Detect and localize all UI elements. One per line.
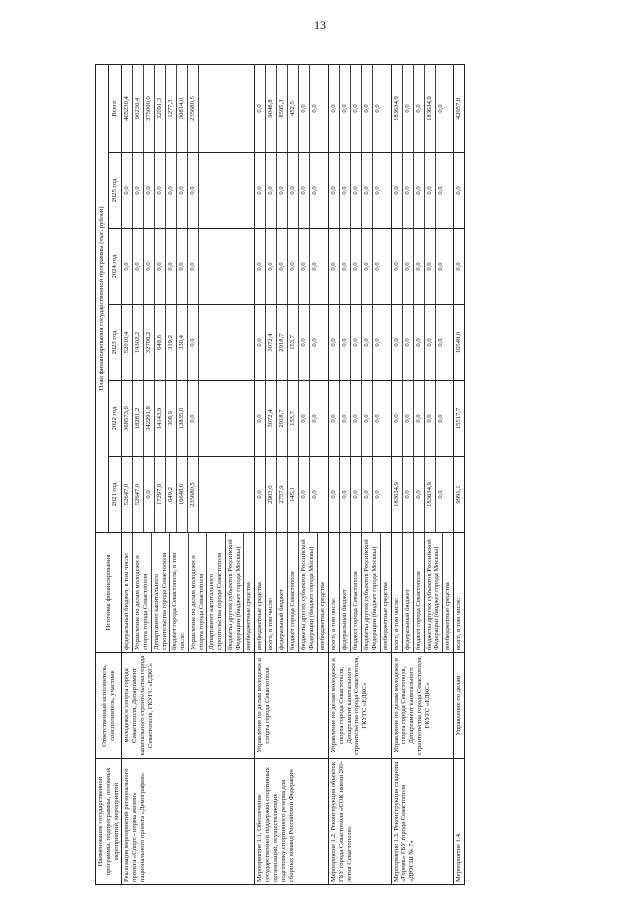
source-line: бюджеты других субъектов Российской Федерации (бюджет города Москвы) xyxy=(226,533,245,652)
value-cell: 0,0 xyxy=(188,229,199,304)
source-line: федеральный бюджет xyxy=(277,533,288,652)
value-column xyxy=(454,65,465,153)
value-cell: 308,9 xyxy=(166,381,177,456)
value-cell: 0,0 xyxy=(299,381,310,456)
value-cell: 0,0 xyxy=(351,65,362,152)
value-cell: 0,0 xyxy=(329,305,340,380)
value-cell: 0,0 xyxy=(351,381,362,456)
value-cell: 0,0 xyxy=(122,153,133,228)
row-name: Мероприятие 1.1. Обеспечение государственной поддержки спортивных организаций, осуществляющих подготовку спортивного резерва для сборных команд Российской Федерации xyxy=(255,759,329,885)
header-year: 2022 год xyxy=(109,381,122,457)
value-cell: 0,0 xyxy=(133,153,144,228)
value-cell: 17297,8 xyxy=(155,457,166,532)
value-cell: 0,0 xyxy=(351,305,362,380)
value-cell: 0,0 xyxy=(436,414,444,423)
table-row xyxy=(122,65,255,885)
value-cell: 0,0 xyxy=(414,457,425,532)
value-cell: 0,0 xyxy=(374,490,382,499)
value-cell: 16549,0 xyxy=(455,331,463,354)
value-cell: 0,0 xyxy=(311,414,319,423)
header-executor: Ответственный исполнитель, соисполнитель, участник xyxy=(96,653,122,759)
value-cell: 9048,8 xyxy=(266,65,277,152)
row-executor: Управление по делам xyxy=(454,653,465,759)
table-row xyxy=(391,65,454,885)
value-cell: 9991,1 xyxy=(455,485,463,504)
value-cell: 0,0 xyxy=(155,229,166,304)
value-cell: 0,0 xyxy=(255,65,266,152)
value-column xyxy=(454,457,465,533)
value-column xyxy=(391,229,454,305)
row-sources xyxy=(329,533,392,653)
header-year: 2021 год xyxy=(109,457,122,533)
value-cell: 0,0 xyxy=(425,153,436,228)
value-cell: 0,0 xyxy=(299,153,310,228)
value-cell: 153,7 xyxy=(288,381,299,456)
value-cell: 0,0 xyxy=(425,381,436,456)
row-name: Реализация мероприятий регионального проекта «Спорт - норма жизни» национального проекта «Демография» xyxy=(122,759,255,885)
value-cell: 145,1 xyxy=(288,457,299,532)
value-cell: 0,0 xyxy=(425,305,436,380)
value-cell: 0,0 xyxy=(122,229,133,304)
value-cell: 52647,0 xyxy=(133,457,144,532)
row-executor: Управление по делам молодежи и спорта города Севастополя xyxy=(255,653,329,759)
value-cell: 0,0 xyxy=(362,65,373,152)
value-cell: 42057,8 xyxy=(455,97,463,120)
source-line: федеральный бюджет xyxy=(403,533,414,652)
value-cell: 0,0 xyxy=(288,229,299,304)
rotated-table-area xyxy=(95,65,615,885)
value-cell: 2903,0 xyxy=(266,457,277,532)
value-cell: 0,0 xyxy=(362,457,373,532)
value-cell: 375000,0 xyxy=(144,65,155,152)
value-cell: 2918,7 xyxy=(277,381,288,456)
value-cell: 0,0 xyxy=(329,381,340,456)
value-cell: 30814,0 xyxy=(177,65,188,152)
value-cell: 0,0 xyxy=(362,153,373,228)
value-cell: 0,0 xyxy=(392,381,403,456)
value-column xyxy=(255,381,329,457)
value-cell: 0,0 xyxy=(277,229,288,304)
value-cell xyxy=(199,305,209,380)
value-cell: 0,0 xyxy=(436,104,444,113)
value-cell: 0,0 xyxy=(374,338,382,347)
value-column xyxy=(255,65,329,153)
value-cell: 0,0 xyxy=(374,104,382,113)
value-cell: 16648,6 xyxy=(177,457,188,532)
source-line: всего, в том числе: xyxy=(392,533,403,652)
value-cell: 0,0 xyxy=(403,381,414,456)
source-line: всего, в том числе: xyxy=(329,533,340,652)
row-executor: молодежи и спорта города Севастополя, Департамент капитального строительства города Севастополя, ГКУГС «ЕДКС» xyxy=(122,653,255,759)
row-name: Мероприятие 1.4. xyxy=(454,759,465,885)
value-cell: 0,0 xyxy=(340,229,351,304)
value-column xyxy=(329,305,392,381)
value-cell: 0,0 xyxy=(374,414,382,423)
value-cell: 452,5 xyxy=(288,65,299,152)
header-year: 2025 год xyxy=(109,153,122,229)
value-cell: 0,0 xyxy=(144,153,155,228)
value-cell: 0,0 xyxy=(362,381,373,456)
source-line: Департамент капитального строительства города Севастополя xyxy=(152,533,171,652)
source-line: бюджет города Севастополя, в том числе: xyxy=(170,533,189,652)
source-line: внебюджетные средства xyxy=(245,582,253,650)
value-cell: 0,0 xyxy=(255,457,266,532)
value-cell: 2918,7 xyxy=(277,305,288,380)
value-cell: 0,0 xyxy=(351,457,362,532)
value-cell: 0,0 xyxy=(188,381,199,456)
value-cell: 8595,3 xyxy=(277,65,288,152)
value-cell: 0,0 xyxy=(403,65,414,152)
value-cell: 0,0 xyxy=(436,338,444,347)
value-cell: 32091,3 xyxy=(155,65,166,152)
value-cell: 18281,2 xyxy=(133,381,144,456)
row-name: Мероприятие 1.3. Реконструкция стадиона «Горняк» ГБУ города Севастополя «ДЮСШ № 7» xyxy=(391,759,454,885)
value-cell: 0,0 xyxy=(311,262,319,271)
value-column xyxy=(391,65,454,153)
value-column xyxy=(454,153,465,229)
value-cell xyxy=(199,457,209,532)
value-cell: 0,0 xyxy=(188,305,199,380)
value-cell: 0,0 xyxy=(255,153,266,228)
value-cell: 0,0 xyxy=(403,153,414,228)
row-name: Мероприятие 1.2. Реконструкция объектов ГБУ города Севастополя «СОК имени 200-летия Севастополя» xyxy=(329,759,392,885)
value-cell: 183634,9 xyxy=(392,65,403,152)
value-cell: 0,0 xyxy=(340,65,351,152)
value-cell: 0,0 xyxy=(340,305,351,380)
value-cell: 330,4 xyxy=(177,305,188,380)
value-cell: 0,0 xyxy=(277,153,288,228)
value-cell: 0,0 xyxy=(362,305,373,380)
header-year: 2023 год xyxy=(109,305,122,381)
table-row xyxy=(454,65,465,885)
value-cell: 368573,0 xyxy=(122,381,133,456)
source-line: внебюджетные средства xyxy=(255,533,266,652)
value-cell: 3072,4 xyxy=(266,305,277,380)
table-row xyxy=(329,65,392,885)
value-column xyxy=(391,381,454,457)
source-line: бюджет города Севастополя xyxy=(288,533,299,652)
value-column xyxy=(454,229,465,305)
value-cell: 183634,9 xyxy=(425,65,436,152)
value-cell: 0,0 xyxy=(392,305,403,380)
value-cell: 649,6 xyxy=(155,305,166,380)
value-cell: 0,0 xyxy=(351,153,362,228)
value-cell xyxy=(199,381,209,456)
value-cell: 235680,5 xyxy=(188,457,199,532)
row-executor: Управление по делам молодежи и спорта города Севастополя, Департамент капитального строительства города Севастополя, ГКУГС «ЕДКС» xyxy=(391,653,454,759)
value-column xyxy=(329,381,392,457)
value-cell: 0,0 xyxy=(177,153,188,228)
value-cell: 0,0 xyxy=(414,305,425,380)
value-column xyxy=(255,229,329,305)
value-cell: 0,0 xyxy=(414,381,425,456)
value-cell: 0,0 xyxy=(351,229,362,304)
value-cell: 0,0 xyxy=(155,153,166,228)
value-cell: 0,0 xyxy=(414,153,425,228)
value-cell: 183634,9 xyxy=(392,457,403,532)
header-total: Всего xyxy=(109,65,122,153)
value-cell xyxy=(199,229,209,304)
value-cell: 52647,0 xyxy=(122,457,133,532)
row-sources xyxy=(255,533,329,653)
source-line: Управление по делам молодежи и спорта города Севастополя xyxy=(189,533,208,652)
value-column xyxy=(454,381,465,457)
value-cell: 0,0 xyxy=(329,153,340,228)
row-sources xyxy=(122,533,255,653)
rotated-table xyxy=(95,65,615,885)
value-column xyxy=(122,65,255,153)
value-cell: 0,0 xyxy=(329,65,340,152)
value-cell: 0,0 xyxy=(340,153,351,228)
value-cell: 0,0 xyxy=(455,262,463,271)
page-number: 13 xyxy=(314,18,326,32)
value-column xyxy=(255,457,329,533)
row-executor: Управление по делам молодежи и спорта города Севастополя, Департамент капитального строительства города Севастополя, ГКУГС «ЕДКС» xyxy=(329,653,392,759)
value-cell: 0,0 xyxy=(188,153,199,228)
value-column xyxy=(255,305,329,381)
value-cell: 0,0 xyxy=(166,153,177,228)
value-cell: 0,0 xyxy=(414,229,425,304)
value-cell: 0,0 xyxy=(177,229,188,304)
header-year: 2024 год xyxy=(109,229,122,305)
value-column xyxy=(391,153,454,229)
value-cell: 0,0 xyxy=(362,229,373,304)
value-cell: 0,0 xyxy=(299,457,310,532)
value-cell: 649,2 xyxy=(166,457,177,532)
value-cell: 1277,3 xyxy=(166,65,177,152)
value-cell: 0,0 xyxy=(255,381,266,456)
value-cell: 0,0 xyxy=(166,229,177,304)
value-cell: 0,0 xyxy=(329,229,340,304)
value-column xyxy=(122,305,255,381)
value-column xyxy=(122,229,255,305)
value-cell: 0,0 xyxy=(340,457,351,532)
source-line: внебюджетные средства xyxy=(319,582,327,650)
value-cell: 0,0 xyxy=(299,65,310,152)
value-cell: 0,0 xyxy=(288,153,299,228)
value-column xyxy=(122,457,255,533)
value-cell: 465230,4 xyxy=(122,65,133,152)
value-cell: 0,0 xyxy=(144,457,155,532)
value-cell: 3072,4 xyxy=(266,381,277,456)
value-column xyxy=(122,153,255,229)
value-cell: 0,0 xyxy=(266,153,277,228)
value-cell: 319,2 xyxy=(166,305,177,380)
value-cell: 0,0 xyxy=(403,305,414,380)
value-cell: 0,0 xyxy=(266,229,277,304)
value-column xyxy=(454,305,465,381)
value-cell: 19302,2 xyxy=(133,305,144,380)
value-cell: 0,0 xyxy=(340,381,351,456)
value-column xyxy=(329,153,392,229)
table-row xyxy=(255,65,329,885)
source-line: бюджеты других субъектов Российской Федерации (бюджет города Москвы) xyxy=(362,533,381,652)
value-cell: 15517,7 xyxy=(455,407,463,430)
source-line: Управление по делам молодежи и спорта города Севастополя xyxy=(133,533,152,652)
value-column xyxy=(329,457,392,533)
value-cell: 0,0 xyxy=(436,186,444,195)
row-sources xyxy=(454,533,465,653)
value-cell: 0,0 xyxy=(329,457,340,532)
value-cell xyxy=(199,65,209,152)
value-cell: 0,0 xyxy=(255,229,266,304)
value-column xyxy=(329,65,392,153)
source-line: всего, в том числе: xyxy=(266,533,277,652)
value-column xyxy=(255,153,329,229)
row-sources xyxy=(391,533,454,653)
value-cell: 0,0 xyxy=(133,229,144,304)
value-cell: 0,0 xyxy=(374,262,382,271)
value-cell: 0,0 xyxy=(403,457,414,532)
value-cell: 90230,4 xyxy=(133,65,144,152)
value-cell: 2757,9 xyxy=(277,457,288,532)
value-cell: 0,0 xyxy=(311,490,319,499)
value-cell: 235680,5 xyxy=(188,65,199,152)
source-line: внебюджетные средства xyxy=(444,582,452,650)
source-line: федеральный бюджет, в том числе: xyxy=(122,533,133,652)
value-cell: 52010,4 xyxy=(122,305,133,380)
source-line: бюджеты других субъектов Российской Федерации (бюджет города Москвы) xyxy=(425,533,444,652)
financing-table xyxy=(95,64,465,885)
value-cell: 0,0 xyxy=(403,229,414,304)
value-cell: 0,0 xyxy=(144,229,155,304)
value-column xyxy=(122,381,255,457)
value-cell: 0,0 xyxy=(299,305,310,380)
value-cell: 0,0 xyxy=(436,262,444,271)
source-line: бюджет города Севастополя xyxy=(351,533,362,652)
table-body xyxy=(122,65,465,885)
source-line: внебюджетные средства xyxy=(381,582,389,650)
value-cell: 0,0 xyxy=(425,229,436,304)
source-line: всего, в том числе: xyxy=(455,597,463,650)
value-column xyxy=(329,229,392,305)
header-name: Наименование государственной программы, подпрограммы, основных мероприятий, мероприятий xyxy=(96,759,122,885)
value-cell: 0,0 xyxy=(311,338,319,347)
value-cell: 0,0 xyxy=(436,490,444,499)
source-line: Департамент капитального строительства города Севастополя xyxy=(207,533,226,652)
value-column xyxy=(391,305,454,381)
value-cell: 13835,0 xyxy=(177,381,188,456)
source-line: федеральный бюджет xyxy=(340,533,351,652)
value-cell: 153,7 xyxy=(288,305,299,380)
value-cell: 14143,9 xyxy=(155,381,166,456)
value-cell: 183634,9 xyxy=(425,457,436,532)
source-line: бюджеты других субъектов Российской Федерации (бюджет города Москвы) xyxy=(299,533,318,652)
source-line: бюджет города Севастополя xyxy=(414,533,425,652)
value-cell: 32708,2 xyxy=(144,305,155,380)
value-cell: 0,0 xyxy=(392,229,403,304)
value-cell: 0,0 xyxy=(414,65,425,152)
value-cell: 0,0 xyxy=(299,229,310,304)
header-source: Источник финансирования xyxy=(96,533,122,653)
value-cell: 0,0 xyxy=(255,305,266,380)
value-cell: 0,0 xyxy=(455,186,463,195)
value-column xyxy=(391,457,454,533)
value-cell: 342291,8 xyxy=(144,381,155,456)
value-cell: 0,0 xyxy=(311,186,319,195)
header-plan: План финансирования государственной программы (тыс. рублей) xyxy=(96,65,109,533)
value-cell: 0,0 xyxy=(374,186,382,195)
value-cell: 0,0 xyxy=(392,153,403,228)
value-cell xyxy=(199,153,209,228)
value-cell: 0,0 xyxy=(311,104,319,113)
